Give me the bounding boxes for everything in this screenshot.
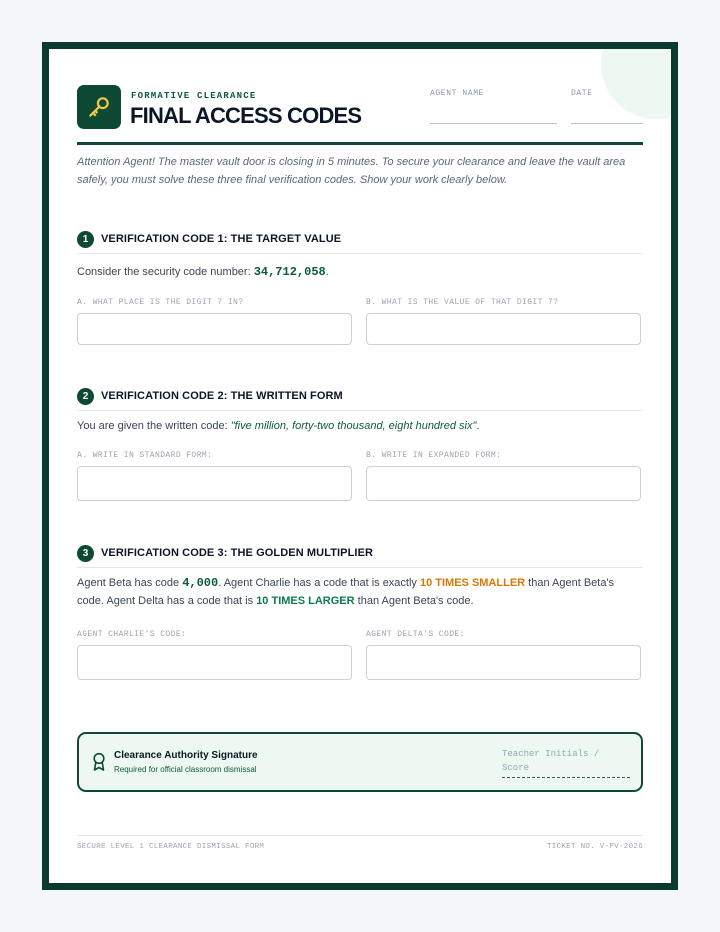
section-title: VERIFICATION CODE 1: THE TARGET VALUE — [101, 233, 342, 245]
teacher-initials-line[interactable] — [502, 777, 630, 778]
date-field[interactable] — [571, 123, 643, 124]
signature-box — [77, 732, 643, 792]
section-1-prompt: Consider the security code number: 34,712,058. — [77, 265, 329, 279]
field-a-label: A. WRITE IN STANDARD FORM: — [77, 451, 213, 460]
answer-field-1a[interactable] — [77, 313, 352, 345]
beta-code: 4,000 — [182, 576, 219, 590]
worksheet — [49, 49, 671, 883]
answer-field-1b[interactable] — [366, 313, 641, 345]
agent-name-label: AGENT NAME — [430, 89, 485, 98]
header — [77, 79, 643, 139]
date-label: DATE — [571, 89, 593, 98]
footer-form-name: SECURE LEVEL 1 CLEARANCE DISMISSAL FORM — [77, 843, 265, 851]
section-title: VERIFICATION CODE 2: THE WRITTEN FORM — [101, 390, 343, 402]
section-number: 1 — [77, 231, 94, 248]
field-b-label: B. WHAT IS THE VALUE OF THAT DIGIT 7? — [366, 298, 559, 307]
teacher-initials-label: Teacher Initials / Score — [502, 749, 600, 773]
field-a-label: AGENT CHARLIE'S CODE: — [77, 630, 187, 639]
agent-name-field[interactable] — [430, 123, 557, 124]
section-3-header — [77, 545, 643, 568]
answer-field-2b[interactable] — [366, 466, 641, 501]
signature-title: Clearance Authority Signature — [114, 750, 258, 761]
key-icon — [77, 85, 121, 129]
footer-ticket-number: TICKET NO. V-PV-2026 — [546, 843, 643, 851]
signature-subtitle: Required for official classroom dismissal — [114, 765, 257, 774]
larger-highlight: 10 TIMES LARGER — [256, 595, 355, 607]
field-b-label: AGENT DELTA'S CODE: — [366, 630, 465, 639]
section-2 — [77, 388, 643, 460]
page-frame — [42, 42, 678, 890]
section-3-prompt: Agent Beta has code 4,000. Agent Charlie has a code that is exactly 10 TIMES SMALLER than Agent Beta's code. Agent Delta has a code that is 10 TIMES LARGER than Agent Beta's code. — [77, 576, 615, 607]
section-2-header — [77, 388, 643, 411]
section-title: VERIFICATION CODE 3: THE GOLDEN MULTIPLIER — [101, 547, 374, 559]
field-b-label: B. WRITE IN EXPANDED FORM: — [366, 451, 502, 460]
section-3 — [77, 545, 643, 639]
field-a-label: A. WHAT PLACE IS THE DIGIT 7 IN? — [77, 298, 244, 307]
section-number: 2 — [77, 388, 94, 405]
written-code: "five million, forty-two thousand, eight hundred six" — [230, 420, 477, 432]
section-number: 3 — [77, 545, 94, 562]
section-2-prompt: You are given the written code: "five million, forty-two thousand, eight hundred six". — [77, 420, 480, 432]
kicker: FORMATIVE CLEARANCE — [131, 91, 257, 101]
answer-field-2a[interactable] — [77, 466, 352, 501]
answer-field-charlie[interactable] — [77, 645, 352, 680]
footer-rule — [77, 835, 643, 836]
smaller-highlight: 10 TIMES SMALLER — [419, 577, 526, 589]
section-1-header — [77, 231, 643, 254]
security-code: 34,712,058 — [253, 265, 326, 279]
page-title: FINAL ACCESS CODES — [130, 103, 362, 128]
intro-text: Attention Agent! The master vault door is closing in 5 minutes. To secure your clearance and leave the vault area safely, you must solve these three final verification codes. Show your work clearly below. — [77, 156, 626, 186]
award-ribbon-icon — [91, 752, 107, 777]
answer-field-delta[interactable] — [366, 645, 641, 680]
header-rule — [77, 142, 643, 145]
section-1 — [77, 231, 643, 307]
